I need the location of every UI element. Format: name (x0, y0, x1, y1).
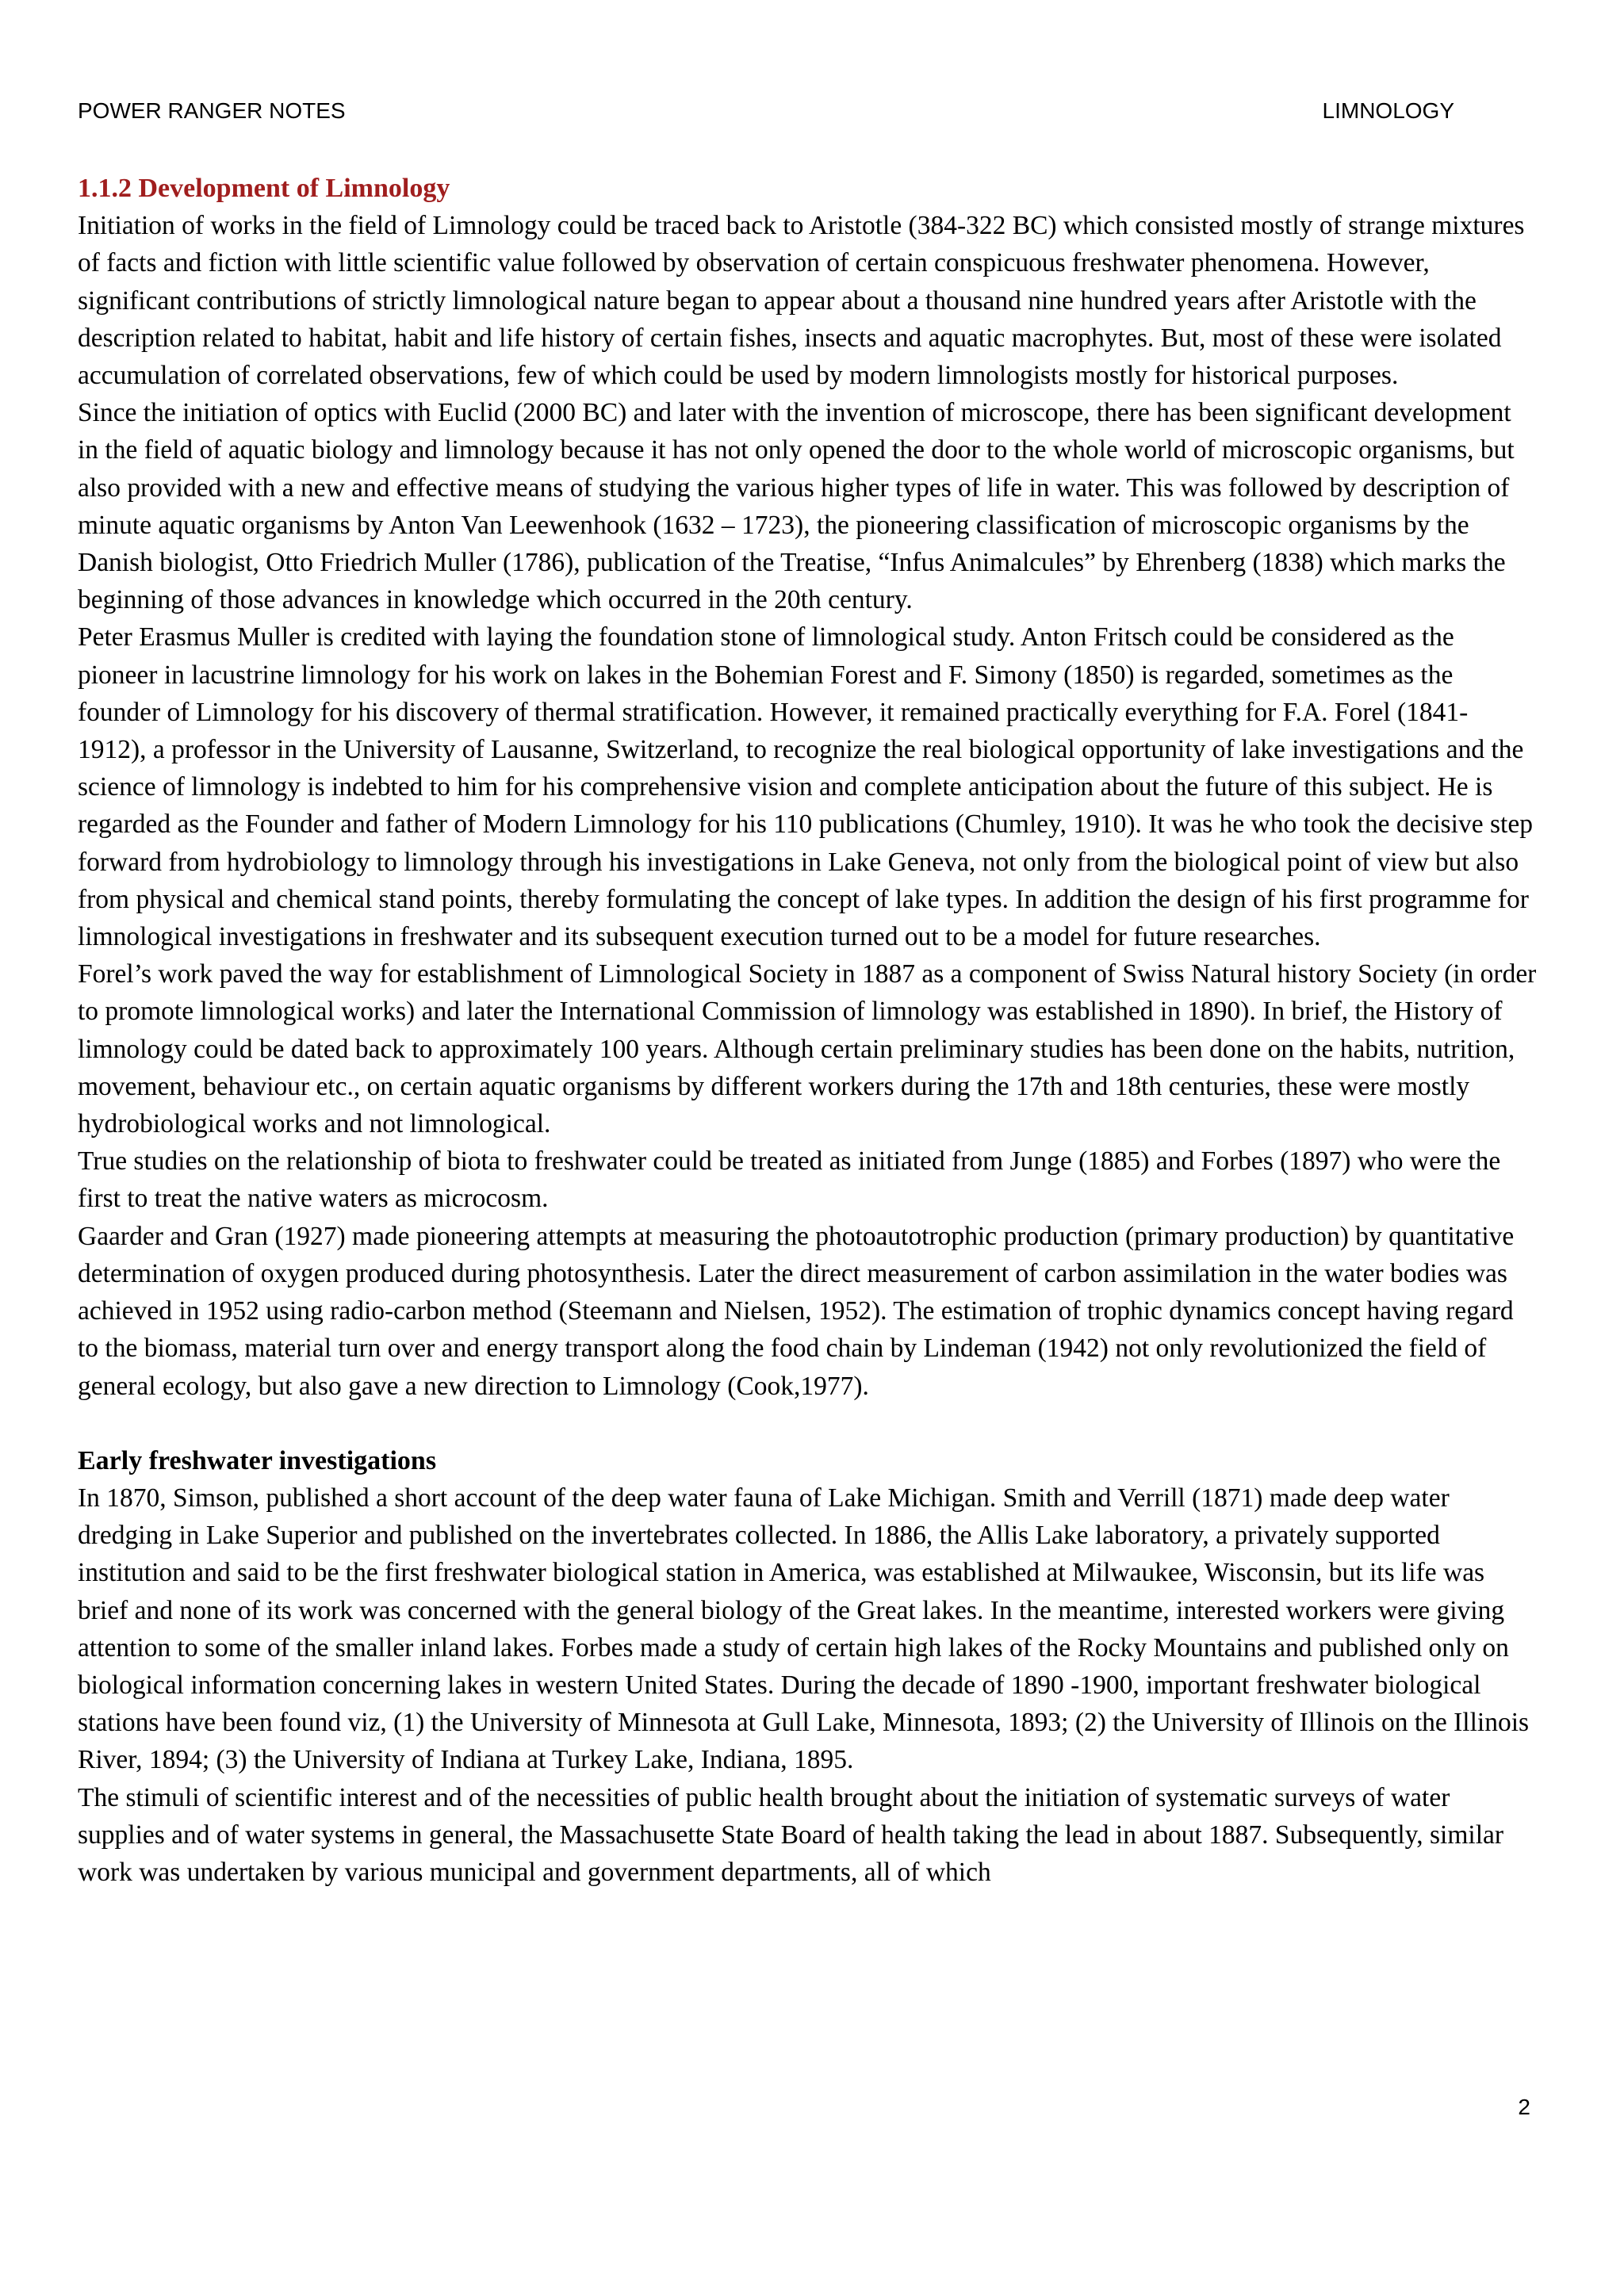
page-number: 2 (1518, 2095, 1530, 2119)
header-title-right: LIMNOLOGY (1322, 98, 1454, 123)
paragraph: Since the initiation of optics with Euclid (2000 BC) and later with the invention of microscope, there has been significant development in the field of aquatic biology and limnology because it has not only opened the door to the whole world of microscopic organisms, but also provided with a new and effective means of studying the various higher types of life in water. This was followed by description of minute aquatic organisms by Anton Van Leewenhook (1632 – 1723), the pioneering classification of microscopic organisms by the Danish biologist, Otto Friedrich Muller (1786), publication of the Treatise, “Infus Animalcules” by Ehrenberg (1838) which marks the beginning of those advances in knowledge which occurred in the 20th century. (78, 398, 1515, 615)
subsection-heading: Early freshwater investigations (78, 1445, 437, 1475)
paragraph: Peter Erasmus Muller is credited with laying the foundation stone of limnological study. Anton Fritsch could be considered as the pioneer in lacustrine limnology for his work on lakes in the Bohemian Forest and F. Simony (1850) is regarded, sometimes as the founder of Limnology for his discovery of thermal stratification. However, it remained practically everything for F.A. Forel (1841- 1912), a professor in the University of Lausanne, Switzerland, to recognize the real biological opportunity of lake investigations and the science of limnology is indebted to him for his comprehensive vision and complete anticipation about the future of this subject. He is regarded as the Founder and father of Modern Limnology for his 110 publications (Chumley, 1910). It was he who took the decisive step forward from hydrobiology to limnology through his investigations in Lake Geneva, not only from the biological point of view but also from physical and chemical stand points, thereby formulating the concept of lake types. In addition the design of his first programme for limnological investigations in freshwater and its subsequent execution turned out to be a model for future researches. (78, 622, 1533, 952)
section-heading: 1.1.2 Development of Limnology (78, 174, 450, 203)
paragraph: Gaarder and Gran (1927) made pioneering attempts at measuring the photoautotrophic production (primary production) by quantitative determination of oxygen produced during photosynthesis. Later the direct measurement of carbon assimilation in the water bodies was achieved in 1952 using radio-carbon method (Steemann and Nielsen, 1952). The estimation of trophic dynamics concept having regard to the biomass, material turn over and energy transport along the food chain by Lindeman (1942) not only revolutionized the field of general ecology, but also gave a new direction to Limnology (Cook,1977). (78, 1221, 1515, 1401)
paragraph: Initiation of works in the field of Limnology could be traced back to Aristotle (384-322 BC) which consisted mostly of strange mixtures of facts and fiction with little scientific value followed by observation of certain conspicuous freshwater phenomena. However, significant contributions of strictly limnological nature began to appear about a thousand nine hundred years after Aristotle with the description related to habitat, habit and life history of certain fishes, insects and aquatic macrophytes. But, most of these were isolated accumulation of correlated observations, few of which could be used by modern limnologists mostly for historical purposes. (78, 211, 1525, 391)
document-body (78, 170, 1537, 1891)
paragraph: The stimuli of scientific interest and of the necessities of public health brought about the initiation of systematic surveys of water supplies and of water systems in general, the Massachusette State Board of health taking the lead in about 1887. Subsequently, similar work was undertaken by various municipal and government departments, all of which (78, 1782, 1504, 1887)
running-header (78, 95, 1454, 127)
paragraph: True studies on the relationship of biota to freshwater could be treated as initiated from Junge (1885) and Forbes (1897) who were the first to treat the native waters as microcosm. (78, 1146, 1501, 1214)
paragraph: Forel’s work paved the way for establishment of Limnological Society in 1887 as a component of Swiss Natural history Society (in order to promote limnological works) and later the International Commission of limnology was established in 1890). In brief, the History of limnology could be dated back to approximately 100 years. Although certain preliminary studies has been done on the habits, nutrition, movement, behaviour etc., on certain aquatic organisms by different workers during the 17th and 18th centuries, these were mostly hydrobiological works and not limnological. (78, 959, 1537, 1139)
header-title-left: POWER RANGER NOTES (78, 98, 346, 123)
paragraph: In 1870, Simson, published a short account of the deep water fauna of Lake Michigan. Smith and Verrill (1871) made deep water dredging in Lake Superior and published on the invertebrates collected. In 1886, the Allis Lake laboratory, a privately supported institution and said to be the first freshwater biological station in America, was established at Milwaukee, Wisconsin, but its life was brief and none of its work was concerned with the general biology of the Great lakes. In the meantime, interested workers were giving attention to some of the smaller inland lakes. Forbes made a study of certain high lakes of the Rocky Mountains and published only on biological information concerning lakes in western United States. During the decade of 1890 -1900, important freshwater biological stations have been found viz, (1) the University of Minnesota at Gull Lake, Minnesota, 1893; (2) the University of Illinois on the Illinois River, 1894; (3) the University of Indiana at Turkey Lake, Indiana, 1895. (78, 1483, 1530, 1775)
